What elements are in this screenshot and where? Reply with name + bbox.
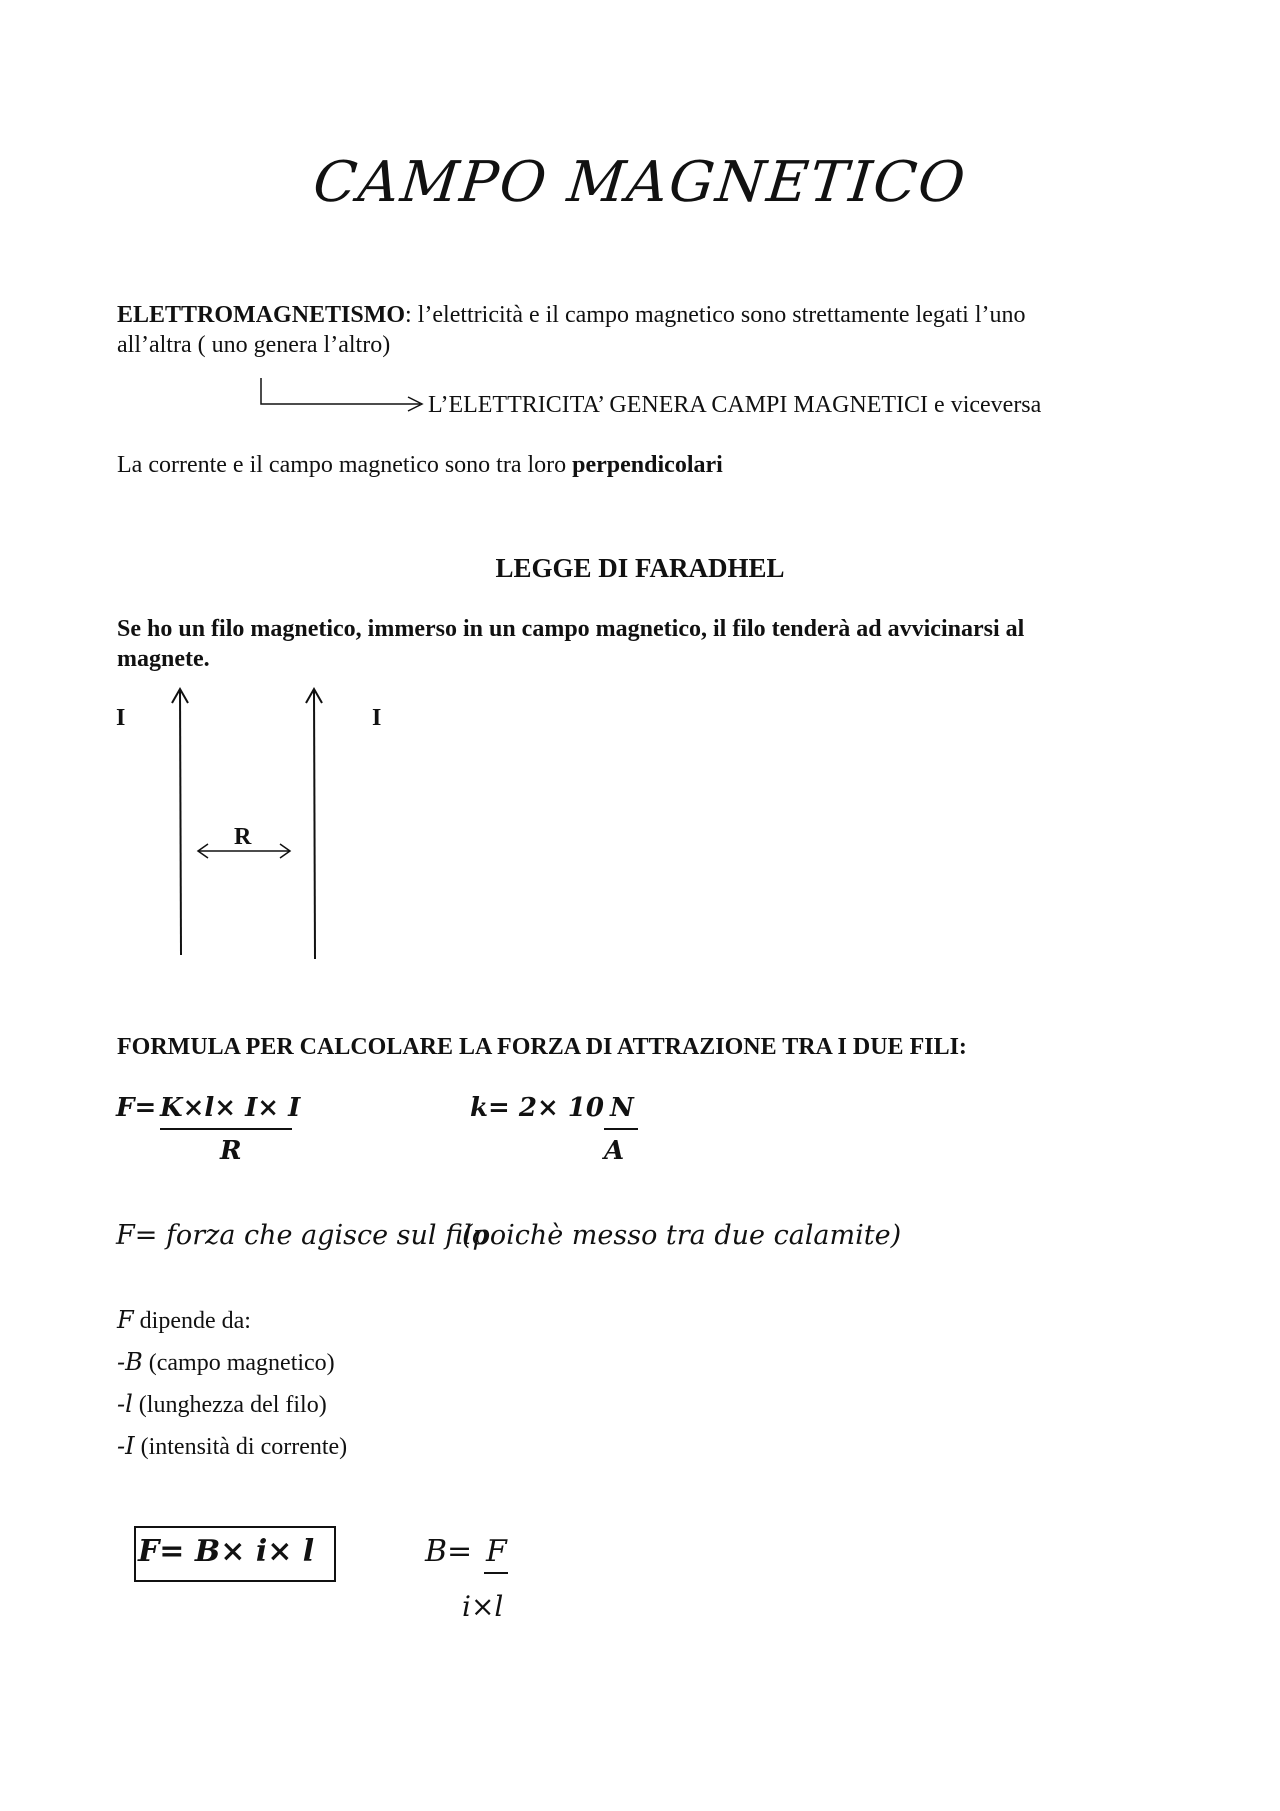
arrow-text: L’ELETTRICITA’ GENERA CAMPI MAGNETICI e viceversa bbox=[428, 392, 1042, 418]
item-text: (lunghezza del filo) bbox=[132, 1392, 327, 1418]
intro-term: ELETTROMAGNETISMO bbox=[117, 302, 406, 328]
depends-symbol: F bbox=[117, 1306, 134, 1334]
left-current-label: I bbox=[116, 705, 126, 731]
formula-b-numerator: F bbox=[486, 1534, 507, 1569]
statement-line2: magnete. bbox=[117, 646, 210, 672]
item-symbol: -l bbox=[117, 1390, 133, 1418]
depends-text: dipende da: bbox=[133, 1308, 251, 1334]
force-note: (poichè messo tra due calamite) bbox=[462, 1220, 902, 1251]
formula1-numerator: K×l× I× I bbox=[160, 1093, 301, 1123]
formula1-denominator: R bbox=[220, 1136, 242, 1166]
distance-label: R bbox=[234, 824, 252, 850]
perp-text: La corrente e il campo magnetico sono tra loro bbox=[117, 452, 573, 478]
formula-b-denominator: i×l bbox=[462, 1590, 504, 1623]
constant-numerator: N bbox=[610, 1093, 634, 1123]
list-item bbox=[117, 1389, 327, 1420]
list-item bbox=[117, 1347, 335, 1378]
formula1-lhs: F= bbox=[116, 1093, 157, 1123]
formula-b-lhs: B= bbox=[425, 1534, 473, 1569]
intro-line1: : l’elettricità e il campo magnetico sono strettamente legati l’uno bbox=[405, 302, 1026, 328]
item-text: (campo magnetico) bbox=[142, 1350, 335, 1376]
intro-line2: all’altra ( uno genera l’altro) bbox=[117, 332, 391, 358]
parallel-wires-diagram bbox=[160, 685, 330, 960]
item-symbol: -B bbox=[117, 1348, 143, 1376]
statement-line1: Se ho un filo magnetico, immerso in un campo magnetico, il filo tenderà ad avvicinarsi al bbox=[117, 616, 1025, 642]
perpendicular-sentence bbox=[117, 450, 723, 480]
constant-fraction-line bbox=[604, 1128, 638, 1130]
page-title: CAMPO MAGNETICO bbox=[310, 150, 970, 215]
left-wire bbox=[180, 690, 181, 955]
formula-heading: FORMULA PER CALCOLARE LA FORZA DI ATTRAZIONE TRA I DUE FILI: bbox=[117, 1034, 967, 1060]
item-symbol: -I bbox=[117, 1432, 135, 1460]
law-statement bbox=[117, 614, 1197, 674]
perp-bold: perpendicolari bbox=[572, 452, 723, 478]
force-definition: F= forza che agisce sul filo bbox=[116, 1220, 488, 1251]
bracket-arrow-icon bbox=[258, 376, 428, 410]
item-text: (intensità di corrente) bbox=[134, 1434, 348, 1460]
right-current-label: I bbox=[372, 705, 382, 731]
constant-denominator: A bbox=[604, 1136, 625, 1166]
section-heading: LEGGE DI FARADHEL bbox=[495, 553, 785, 583]
boxed-formula: F= B× i× l bbox=[138, 1534, 315, 1569]
list-item bbox=[117, 1431, 347, 1462]
intro-paragraph bbox=[117, 300, 1177, 360]
right-wire bbox=[314, 690, 315, 959]
constant-lhs: k= 2× 10 bbox=[470, 1093, 604, 1123]
formula-b-fraction-line bbox=[484, 1572, 508, 1574]
depends-intro bbox=[117, 1305, 251, 1336]
formula1-fraction-line bbox=[160, 1128, 292, 1130]
